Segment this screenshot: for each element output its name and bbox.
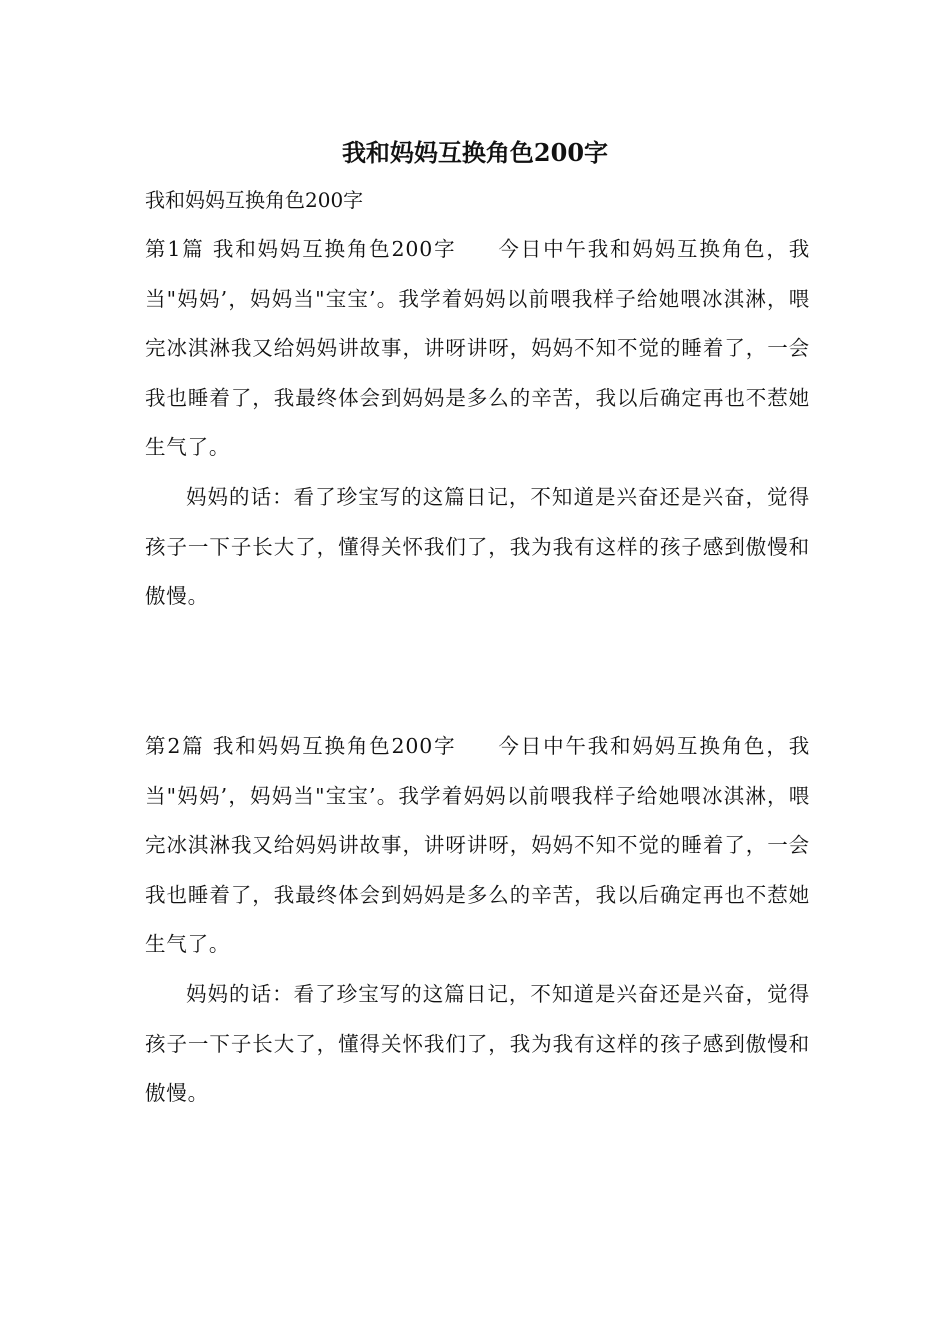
article-section-2 [145, 722, 810, 1119]
story-paragraph [145, 722, 810, 970]
mom-comment-paragraph: 妈妈的话：看了珍宝写的这篇日记，不知道是兴奋还是兴奋，觉得孩子一下子长大了，懂得关怀我们了，我为我有这样的孩子感到傲慢和傲慢。 [145, 484, 810, 609]
document-subtitle: 我和妈妈互换角色200字 [145, 188, 364, 212]
story-text: 今日中午我和妈妈互换角色，我当"妈妈’，妈妈当"宝宝’。我学着妈妈以前喂我样子给她喂冰淇淋，喂完冰淇淋我又给妈妈讲故事，讲呀讲呀，妈妈不知不觉的睡着了，一会我也睡着了，我最终体会到妈妈是多么的辛苦，我以后确定再也不惹她生气了。 [145, 734, 810, 957]
story-text: 今日中午我和妈妈互换角色，我当"妈妈’，妈妈当"宝宝’。我学着妈妈以前喂我样子给她喂冰淇淋，喂完冰淇淋我又给妈妈讲故事，讲呀讲呀，妈妈不知不觉的睡着了，一会我也睡着了，我最终体会到妈妈是多么的辛苦，我以后确定再也不惹她生气了。 [145, 237, 810, 460]
section-heading: 第1篇 我和妈妈互换角色200字 [145, 237, 457, 261]
document-title: 我和妈妈互换角色200字 [341, 138, 609, 167]
section-heading: 第2篇 我和妈妈互换角色200字 [145, 734, 457, 758]
article-section-1 [145, 225, 810, 622]
story-paragraph [145, 225, 810, 473]
mom-comment-paragraph: 妈妈的话：看了珍宝写的这篇日记，不知道是兴奋还是兴奋，觉得孩子一下子长大了，懂得关怀我们了，我为我有这样的孩子感到傲慢和傲慢。 [145, 981, 810, 1106]
